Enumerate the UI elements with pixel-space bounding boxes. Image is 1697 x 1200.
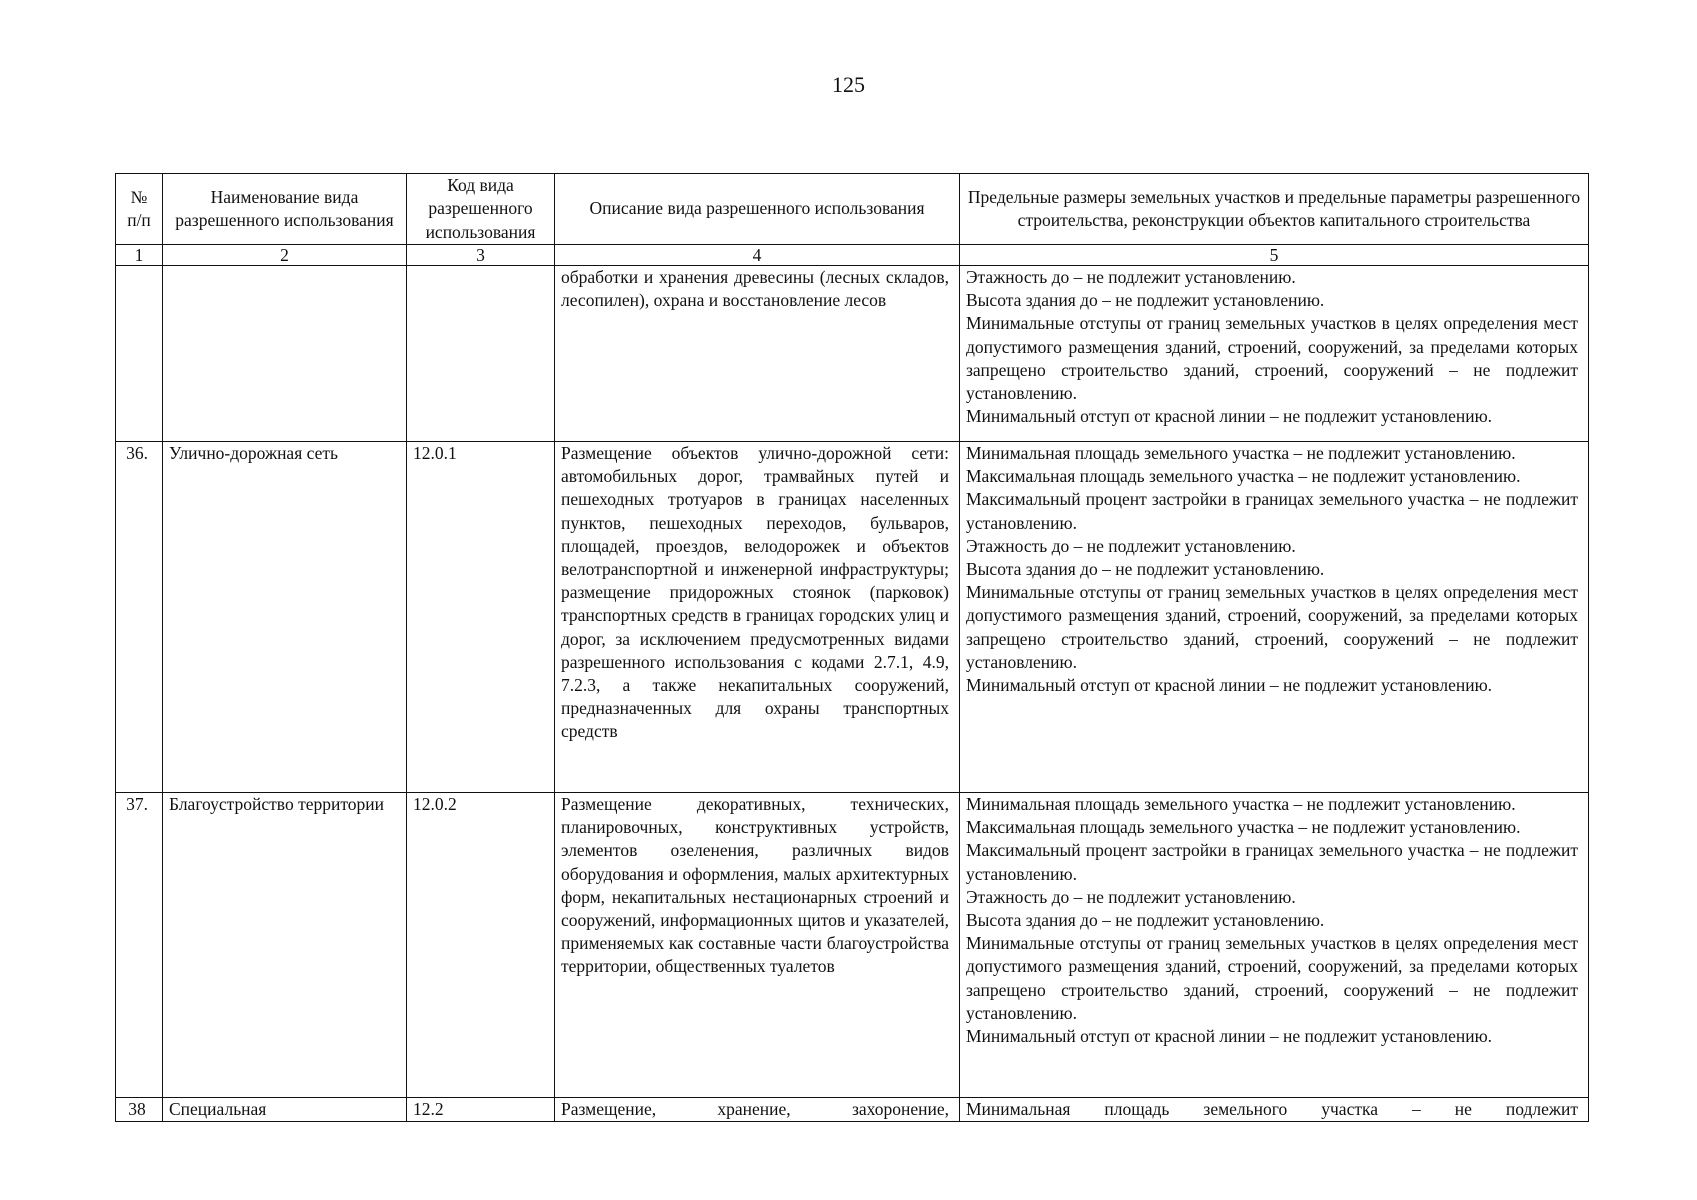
use-description: Размещение объектов улично-дорожной сети: автомобильных дорог, трамвайных путей и пешеходных тротуаров в границах населенных пунктов, пешеходных переходов, бульваров, площадей, проездов, велодорожек и объектов велотранспортной и инженерной инфраструктуры; размещение придорожных стоянок (парковок) транспортных средств в границах городских улиц и дорог, за исключением предусмотренных видами разрешенного использования с кодами 2.7.1, 4.9, 7.2.3, а также некапитальных сооружений, предназначенных для охраны транспортных средств [555,442,960,793]
limit-params [960,793,1589,1098]
param-line: Максимальная площадь земельного участка – не подлежит установлению. [966,466,1521,487]
param-line: Минимальные отступы от границ земельных участков в целях определения мест допустимого размещения зданий, строений, сооружений, за пределами которых запрещено строительство зданий, строений, сооружений – не подлежит установлению. [966,933,1578,1023]
use-code [407,266,555,442]
header-use-code: Код вида разрешенного использования [407,174,555,245]
description-line: Размещение, хранение, захоронение, [561,1099,949,1119]
use-description: обработки и хранения древесины (лесных складов, лесопилен), охрана и восстановление лесов [555,266,960,442]
param-line: Минимальные отступы от границ земельных участков в целях определения мест допустимого размещения зданий, строений, сооружений, за пределами которых запрещено строительство зданий, строений, сооружений – не подлежит установлению. [966,582,1578,672]
param-line: Высота здания до – не подлежит установлению. [966,910,1325,931]
param-line: Максимальная площадь земельного участка – не подлежит установлению. [966,817,1521,838]
use-name: Улично-дорожная сеть [163,442,407,793]
page-number: 125 [832,72,865,97]
table-row [116,442,1589,793]
column-number: 2 [163,245,407,266]
row-number: 36. [116,442,163,793]
param-line: Минимальная площадь земельного участка – не подлежит [966,1099,1578,1119]
use-description [555,1098,960,1122]
column-number: 5 [960,245,1589,266]
row-number [116,266,163,442]
table-row [116,266,1589,442]
row-number: 38 [116,1098,163,1122]
column-number-row [116,245,1589,266]
use-name: Специальная [163,1098,407,1122]
use-code: 12.2 [407,1098,555,1122]
param-line: Этажность до – не подлежит установлению. [966,535,1296,556]
use-name: Благоустройство территории [163,793,407,1098]
param-line: Максимальный процент застройки в границах земельного участка – не подлежит установлению. [966,489,1578,533]
header-use-description: Описание вида разрешенного использования [555,174,960,245]
limit-params [960,266,1589,442]
param-line: Минимальная площадь земельного участка – не подлежит установлению. [966,794,1516,814]
table-header-row [116,174,1589,245]
param-line: Минимальная площадь земельного участка – не подлежит установлению. [966,443,1516,463]
zoning-table [115,173,1589,1122]
use-code: 12.0.2 [407,793,555,1098]
param-line: Минимальный отступ от красной линии – не подлежит установлению. [966,406,1493,427]
param-line: Высота здания до – не подлежит установлению. [966,559,1325,580]
param-line: Этажность до – не подлежит установлению. [966,267,1296,287]
header-number: № п/п [116,174,163,245]
limit-params [960,442,1589,793]
table-row [116,793,1589,1098]
use-name [163,266,407,442]
column-number: 1 [116,245,163,266]
param-line: Минимальные отступы от границ земельных участков в целях определения мест допустимого размещения зданий, строений, сооружений, за пределами которых запрещено строительство зданий, строений, сооружений – не подлежит установлению. [966,313,1578,404]
use-code: 12.0.1 [407,442,555,793]
column-number: 4 [555,245,960,266]
row-number: 37. [116,793,163,1098]
param-line: Этажность до – не подлежит установлению. [966,886,1296,907]
use-description: Размещение декоративных, технических, планировочных, конструктивных устройств, элементов озеленения, различных видов оборудования и оформления, малых архитектурных форм, некапитальных нестационарных строений и сооружений, информационных щитов и указателей, применяемых как составные части благоустройства территории, общественных туалетов [555,793,960,1098]
table-row [116,1098,1589,1122]
param-line: Высота здания до – не подлежит установлению. [966,290,1325,311]
limit-params [960,1098,1589,1122]
header-use-name: Наименование вида разрешенного использования [163,174,407,245]
param-line: Максимальный процент застройки в границах земельного участка – не подлежит установлению. [966,840,1578,884]
param-line: Минимальный отступ от красной линии – не подлежит установлению. [966,1026,1493,1047]
column-number: 3 [407,245,555,266]
header-limit-params: Предельные размеры земельных участков и предельные параметры разрешенного строительства, реконструкции объектов капитального строительства [960,174,1589,245]
param-line: Минимальный отступ от красной линии – не подлежит установлению. [966,675,1493,696]
